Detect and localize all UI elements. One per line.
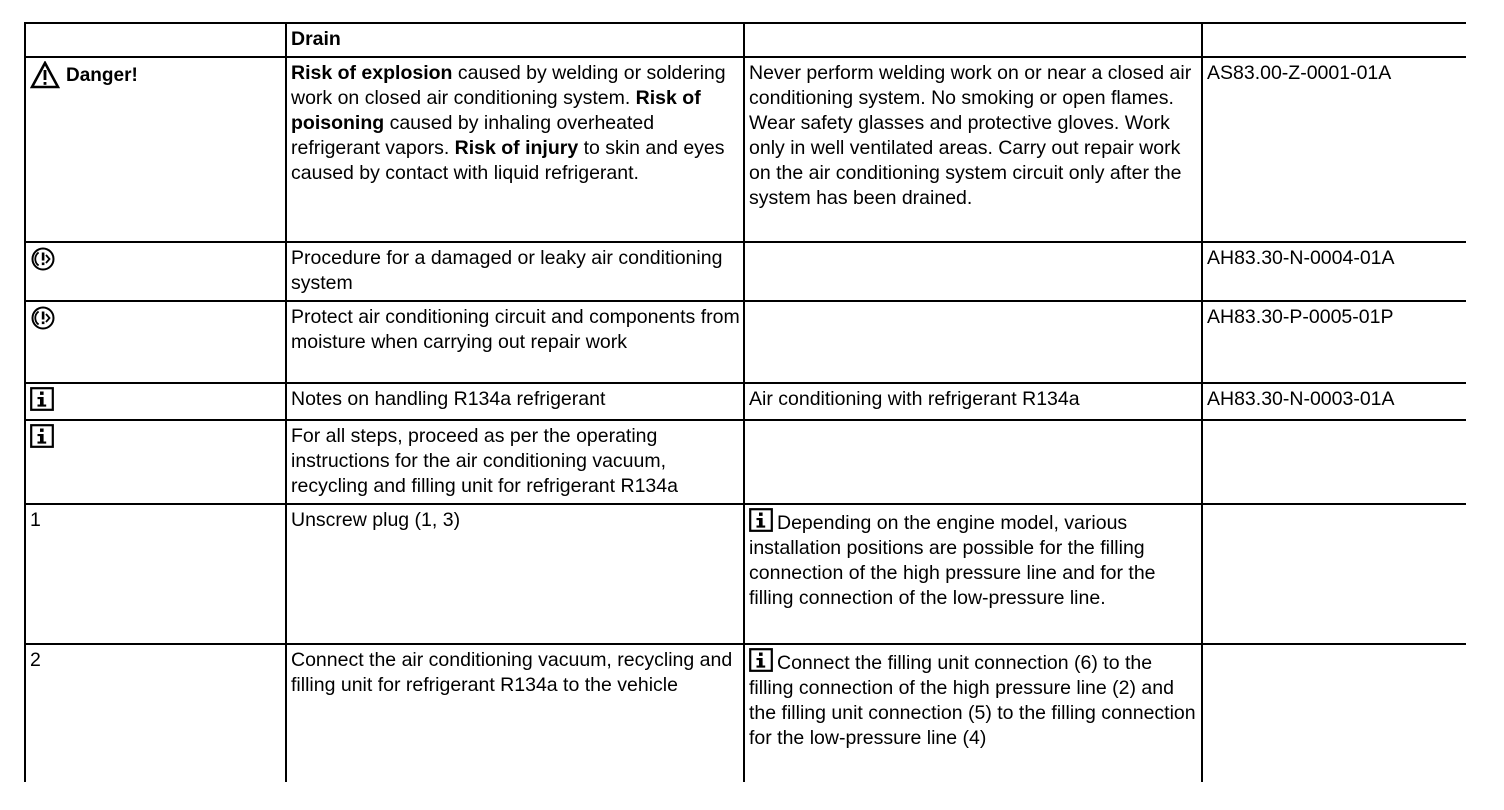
reference-link[interactable]: AH83.30-N-0003-01A <box>1207 388 1395 410</box>
reference-cell <box>1202 383 1466 420</box>
remedy-cell <box>744 242 1202 301</box>
reference-link[interactable]: AH83.30-P-0005-01P <box>1207 306 1394 328</box>
reference-cell <box>1202 301 1466 383</box>
note-text: Depending on the engine model, various installation positions are possible for the filling connection of the high pressure line and for the filling connection of the low-pressure line. <box>749 512 1156 609</box>
description-cell <box>286 644 744 782</box>
section-title: Drain <box>291 28 341 50</box>
description-cell <box>286 383 744 420</box>
reference-link[interactable]: AS83.00-Z-0001-01A <box>1207 62 1392 84</box>
table-header-row <box>25 23 1466 57</box>
table-row <box>25 504 1466 644</box>
reference-cell <box>1202 504 1466 644</box>
procedure-table <box>24 22 1466 782</box>
risk-poisoning-label: Risk of poisoning <box>291 87 701 134</box>
note-text: Connect the filling unit connection (6) to the filling connection of the high pressure line (2) and the filling unit connection (5) to the filling connection for the low-pressure line (4) <box>749 652 1196 749</box>
header-remedy-cell <box>744 23 1202 57</box>
icon-cell <box>25 242 286 301</box>
table-row <box>25 644 1466 782</box>
table-row <box>25 57 1466 242</box>
remedy-cell <box>744 301 1202 383</box>
reference-cell <box>1202 644 1466 782</box>
reference-cell <box>1202 57 1466 242</box>
remedy-text: Never perform welding work on or near a closed air conditioning system. No smoking or open flames. Wear safety glasses and protective gloves. Work only in well ventilated areas. Carry out repair work on the air conditioning system circuit only after the system has been drained. <box>749 62 1192 209</box>
remedy-link[interactable]: Air conditioning with refrigerant R134a <box>749 388 1080 410</box>
description-cell <box>286 301 744 383</box>
info-icon <box>749 648 773 672</box>
description-text: Unscrew plug (1, 3) <box>291 509 461 531</box>
reference-cell <box>1202 420 1466 504</box>
risk-poisoning-text: caused by inhaling overheated refrigerant vapors. <box>291 112 655 159</box>
header-title-cell <box>286 23 744 57</box>
remedy-cell <box>744 420 1202 504</box>
step-number-cell <box>25 644 286 782</box>
description-cell <box>286 57 744 242</box>
environment-warning-icon <box>30 246 56 272</box>
reference-cell <box>1202 242 1466 301</box>
info-icon <box>749 508 773 532</box>
risk-explosion-text: caused by welding or soldering work on closed air conditioning system. <box>291 62 726 109</box>
danger-triangle-icon <box>30 61 60 89</box>
info-icon <box>30 387 54 411</box>
description-cell <box>286 504 744 644</box>
remedy-cell <box>744 383 1202 420</box>
remedy-cell <box>744 644 1202 782</box>
icon-cell <box>25 420 286 504</box>
table-row <box>25 301 1466 383</box>
risk-injury-text: to skin and eyes caused by contact with liquid refrigerant. <box>291 137 725 184</box>
description-cell <box>286 242 744 301</box>
description-text: Connect the air conditioning vacuum, recycling and filling unit for refrigerant R134a to the vehicle <box>291 649 733 696</box>
step-number: 2 <box>30 649 41 671</box>
remedy-cell <box>744 57 1202 242</box>
description-cell <box>286 420 744 504</box>
remedy-cell <box>744 504 1202 644</box>
icon-cell <box>25 57 286 242</box>
document-page <box>24 22 1466 782</box>
risk-explosion-label: Risk of explosion <box>291 62 453 84</box>
danger-label: Danger! <box>66 64 138 86</box>
table-row <box>25 420 1466 504</box>
info-icon <box>30 424 54 448</box>
header-reference-cell <box>1202 23 1466 57</box>
header-icon-cell <box>25 23 286 57</box>
icon-cell <box>25 301 286 383</box>
reference-link[interactable]: AH83.30-N-0004-01A <box>1207 247 1395 269</box>
environment-warning-icon <box>30 305 56 331</box>
risk-injury-label: Risk of injury <box>454 137 579 159</box>
table-row <box>25 242 1466 301</box>
icon-cell <box>25 383 286 420</box>
description-text: Procedure for a damaged or leaky air conditioning system <box>291 247 723 294</box>
description-text: Notes on handling R134a refrigerant <box>291 388 606 410</box>
table-row <box>25 383 1466 420</box>
step-number: 1 <box>30 509 41 531</box>
step-number-cell <box>25 504 286 644</box>
description-text: Protect air conditioning circuit and components from moisture when carrying out repair work <box>291 306 740 353</box>
description-text: For all steps, proceed as per the operating instructions for the air conditioning vacuum, recycling and filling unit for refrigerant R134a <box>291 425 678 497</box>
